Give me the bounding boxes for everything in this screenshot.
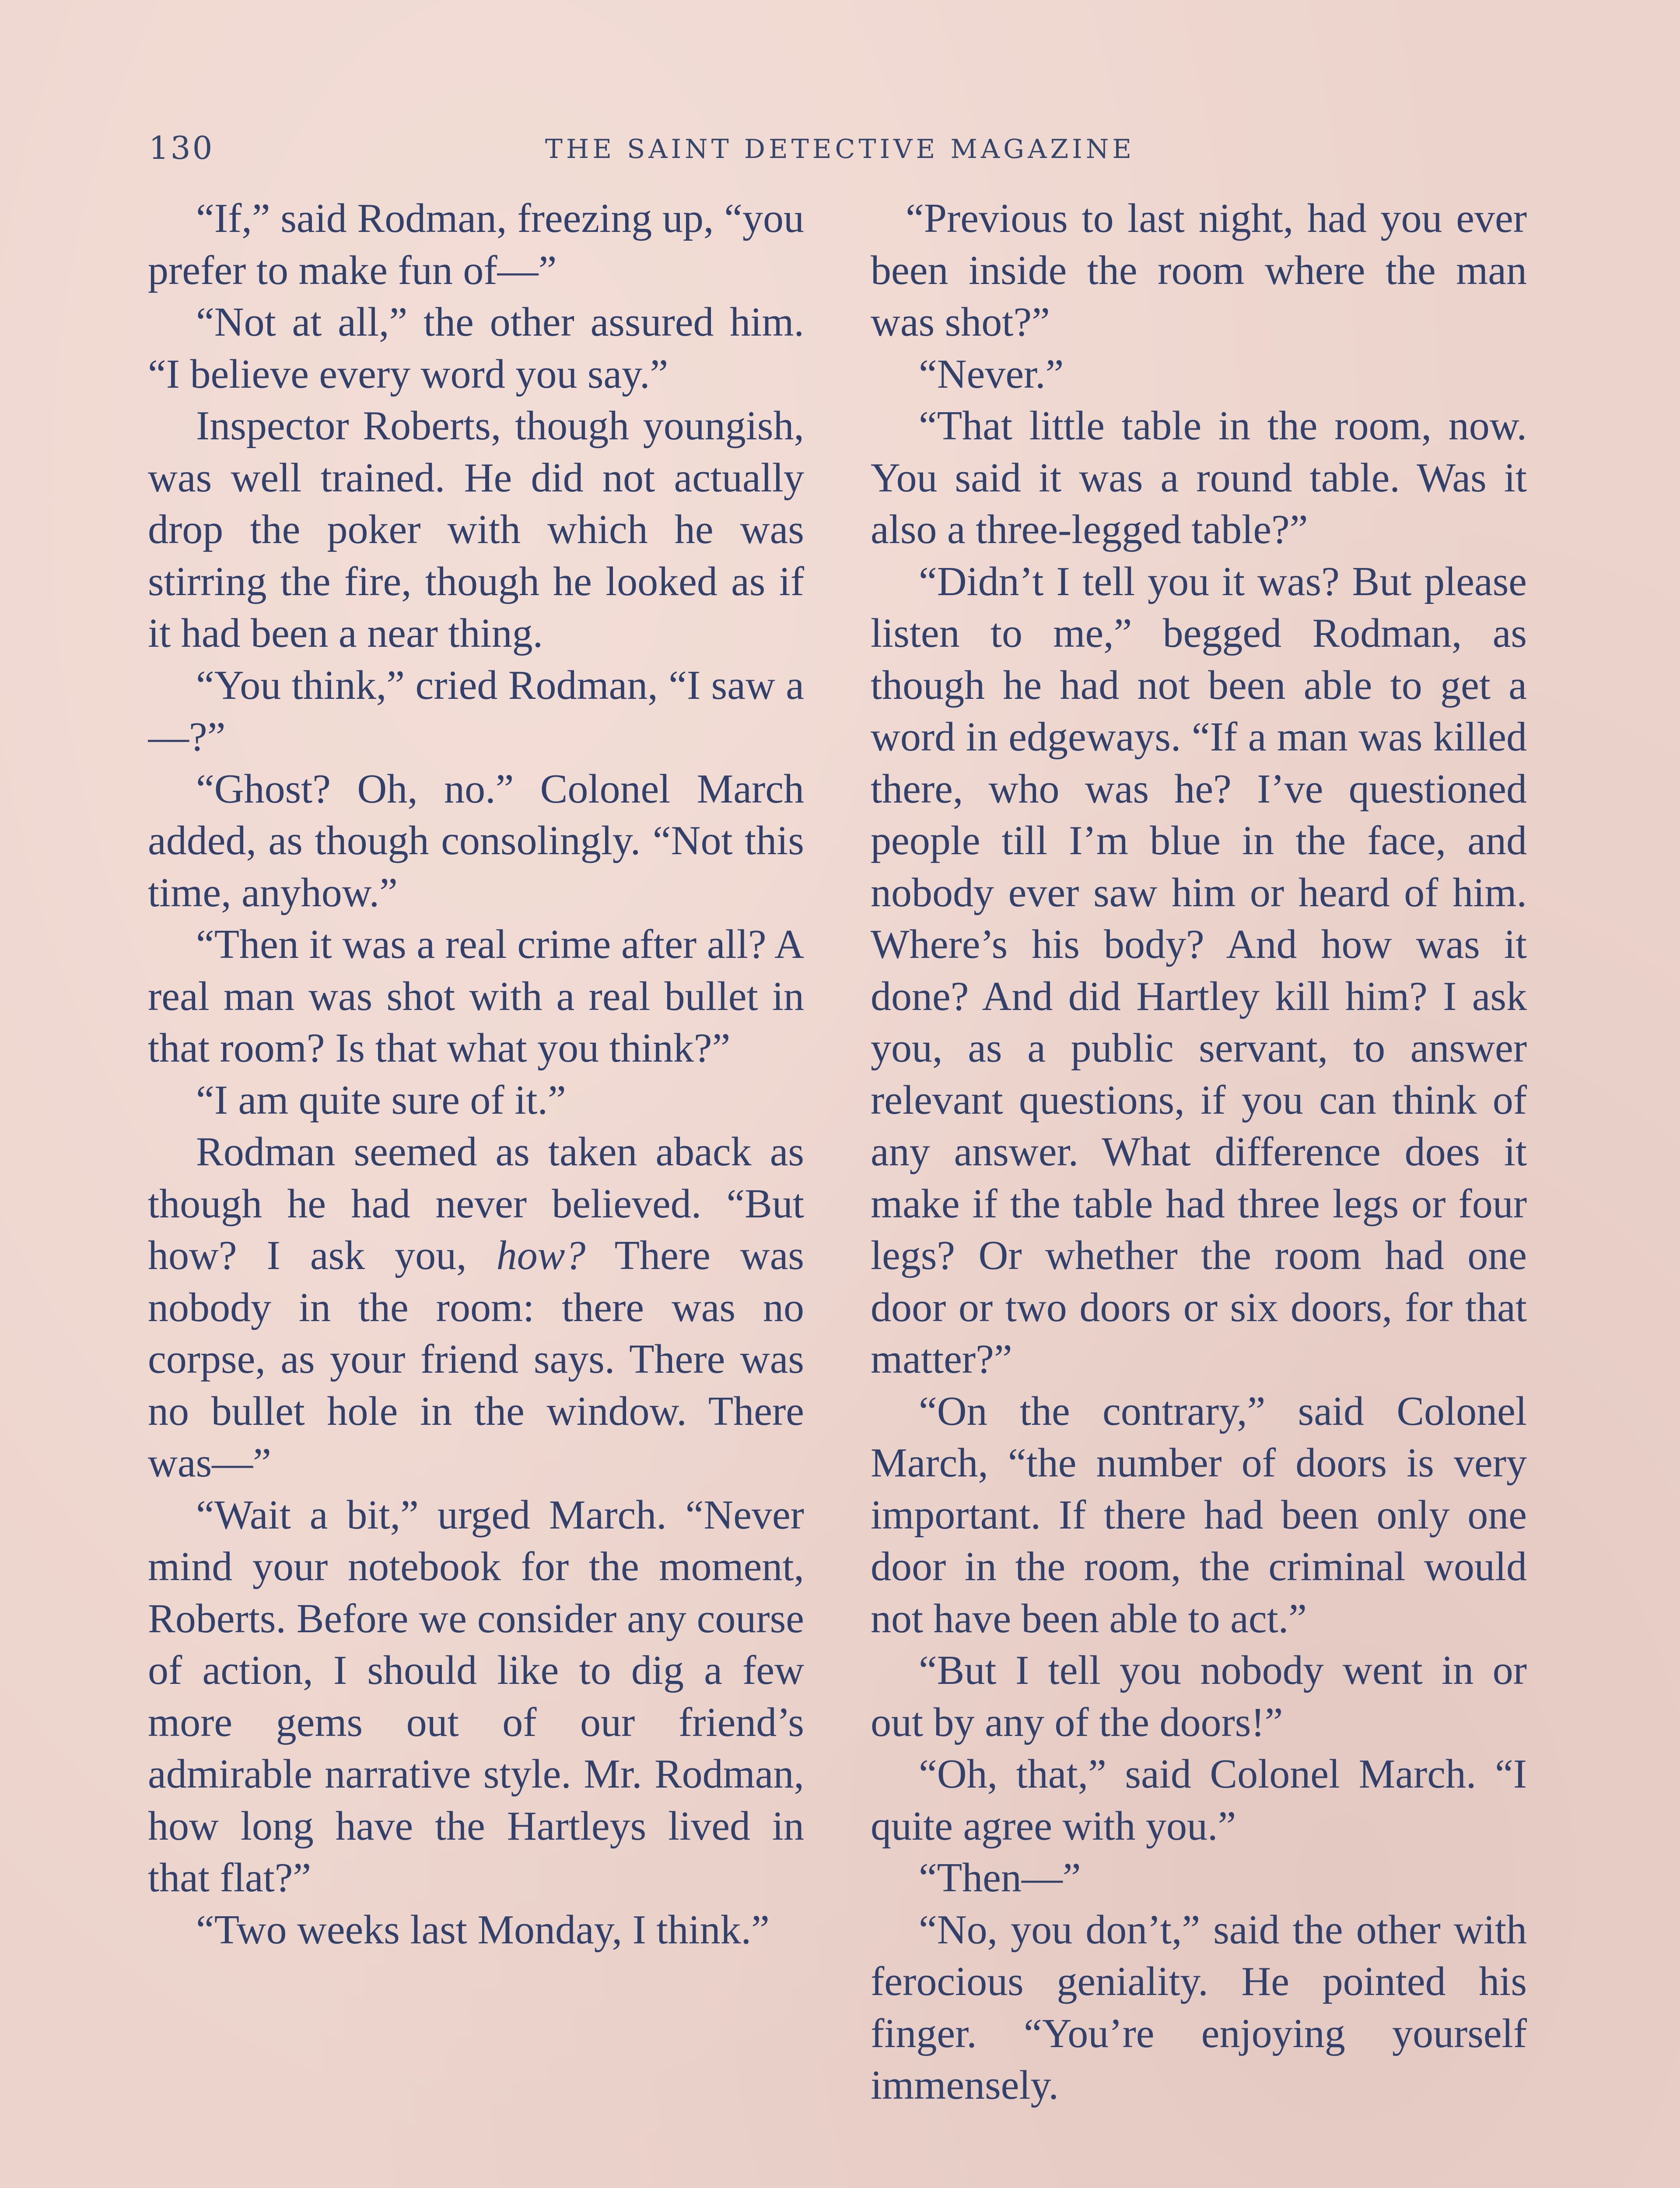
text-run: Rodman seemed as taken aback as though he had never believed. “But how? I ask you, — [148, 1129, 804, 1278]
paragraph: “Two weeks last Monday, I think.” — [196, 1907, 770, 1953]
paragraph: “Oh, that,” said Colonel March. “I quite agree with you.” — [871, 1751, 1527, 1849]
paragraph: “You think,” cried Rodman, “I saw a—?” — [148, 662, 804, 760]
paragraph: “But I tell you nobody went in or out by any of the doors!” — [871, 1648, 1527, 1745]
paragraph: “If,” said Rodman, freezing up, “you prefer to make fun of—” — [148, 196, 804, 293]
paragraph: “Didn’t I tell you it was? But please listen to me,” begged Rodman, as though he had not been able to get a word in edgeways. “If a man was killed there, who was he? I’ve questioned people till I’m blue in the face, and nobody ever saw him or heard of him. Where’s his body? And how was it done? And did Hartley kill him? I ask you, as a public servant, to answer relevant questions, if you can think of any answer. What difference does it make if the table had three legs or four legs? Or whether the room had one door or two doors or six doors, for that matter?” — [871, 558, 1527, 1382]
paragraph: “Not at all,” the other assured him. “I believe every word you say.” — [148, 299, 804, 397]
paragraph: “I am quite sure of it.” — [196, 1077, 566, 1123]
paragraph: “On the contrary,” said Colonel March, “the number of doors is very important. If there had been only one door in the room, the criminal would not have been able to act.” — [871, 1388, 1527, 1641]
emphasis: how? — [496, 1233, 586, 1278]
page-number: 130 — [149, 130, 214, 166]
right-column — [871, 193, 1527, 2188]
paragraph: “Never.” — [919, 351, 1064, 397]
paragraph: “Wait a bit,” urged March. “Never mind your notebook for the moment, Roberts. Before we consider any course of action, I should like to dig a few more gems out of our friend’s admirable narrative style. Mr. Rodman, how long have the Hartleys lived in that flat?” — [148, 1492, 804, 1900]
paragraph: “Previous to last night, had you ever been inside the room where the man was shot?” — [871, 196, 1527, 345]
paragraph: “Ghost? Oh, no.” Colonel March added, as though consolingly. “Not this time, anyhow.” — [148, 766, 804, 915]
paragraph: “That little table in the room, now. You said it was a round table. Was it also a three-legged table?” — [871, 403, 1527, 552]
text-run: There was nobody in the room: there was no corpse, as your friend says. There was no bullet hole in the window. There was—” — [148, 1233, 804, 1486]
paragraph: Inspector Roberts, though youngish, was well trained. He did not actually drop the poker with which he was stirring the fire, though he looked as if it had been a near thing. — [148, 403, 804, 656]
paragraph-with-emphasis — [148, 1126, 804, 1489]
running-head: THE SAINT DETECTIVE MAGAZINE — [545, 134, 1135, 165]
left-column — [148, 193, 804, 2188]
paragraph: “Then—” — [919, 1855, 1081, 1900]
paragraph: “No, you don’t,” said the other with ferocious geniality. He pointed his finger. “You’re enjoying yourself immensely. — [871, 1907, 1527, 2108]
paragraph: “Then it was a real crime after all? A real man was shot with a real bullet in that room? Is that what you think?” — [148, 922, 804, 1071]
